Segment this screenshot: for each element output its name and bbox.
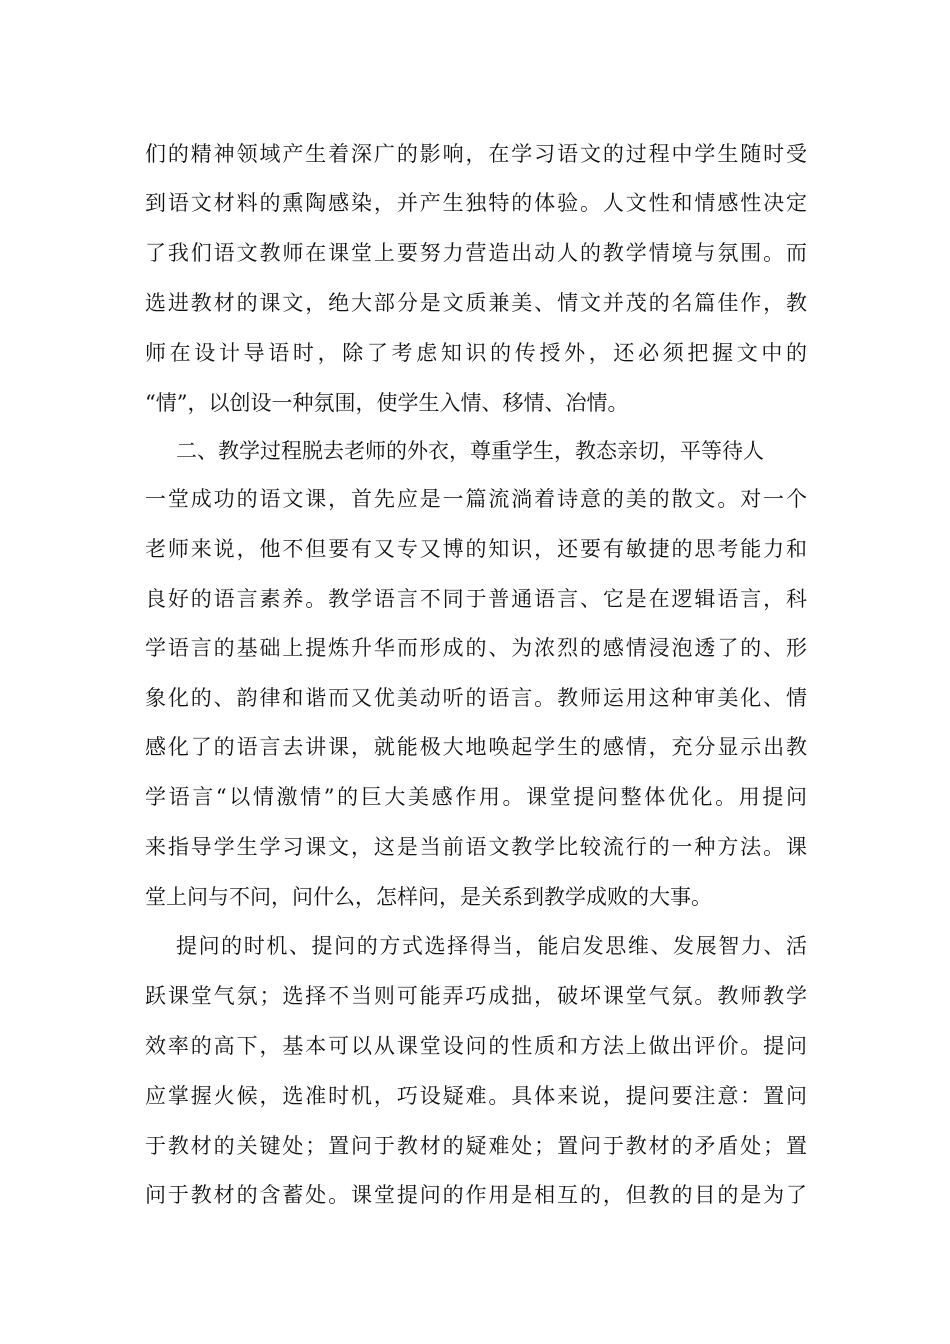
- section-heading: 二、教学过程脱去老师的外衣，尊重学生，教态亲切，平等待人: [176, 439, 764, 463]
- text-line: 到语文材料的熏陶感染，并产生独特的体验。人文性和情感性决定: [145, 191, 807, 215]
- text-line: 选进教材的课文，绝大部分是文质兼美、情文并茂的名篇佳作，教: [145, 291, 807, 315]
- text-line: 老师来说，他不但要有又专又博的知识，还要有敏捷的思考能力和: [145, 537, 807, 561]
- text-line: 效率的高下，基本可以从课堂设问的性质和方法上做出评价。提问: [145, 1034, 807, 1058]
- text-line: 应掌握火候，选准时机，巧设疑难。具体来说，提问要注意：置问: [145, 1084, 807, 1108]
- text-line: 一堂成功的语文课，首先应是一篇流淌着诗意的美的散文。对一个: [145, 487, 807, 511]
- text-line: 感化了的语言去讲课，就能极大地唤起学生的感情，充分显示出教: [145, 735, 807, 759]
- text-line: 学语言的基础上提炼升华而形成的、为浓烈的感情浸泡透了的、形: [145, 636, 807, 660]
- text-line: 象化的、韵律和谐而又优美动听的语言。教师运用这种审美化、情: [145, 686, 807, 710]
- text-line: 于教材的关键处；置问于教材的疑难处；置问于教材的矛盾处；置: [145, 1134, 807, 1158]
- text-line: 们的精神领域产生着深广的影响，在学习语文的过程中学生随时受: [145, 142, 807, 166]
- text-line: “情”，以创设一种氛围，使学生入情、移情、冶情。: [145, 391, 629, 415]
- text-line: 来指导学生学习课文，这是当前语文教学比较流行的一种方法。课: [145, 835, 807, 859]
- text-line: 问于教材的含蓄处。课堂提问的作用是相互的，但教的目的是为了: [145, 1183, 807, 1207]
- text-line: 良好的语言素养。教学语言不同于普通语言、它是在逻辑语言，科: [145, 587, 807, 611]
- text-line: 师在设计导语时，除了考虑知识的传授外，还必须把握文中的: [145, 341, 807, 365]
- text-line: 了我们语文教师在课堂上要努力营造出动人的教学情境与氛围。而: [145, 241, 807, 265]
- text-line: 跃课堂气氛；选择不当则可能弄巧成拙，破坏课堂气氛。教师教学: [145, 984, 807, 1008]
- text-line: 学语言“以情激情”的巨大美感作用。课堂提问整体优化。用提问: [145, 785, 807, 809]
- text-line: 堂上问与不问，问什么，怎样问，是关系到教学成败的大事。: [145, 885, 712, 909]
- text-line: 提问的时机、提问的方式选择得当，能启发思维、发展智力、活: [176, 934, 807, 958]
